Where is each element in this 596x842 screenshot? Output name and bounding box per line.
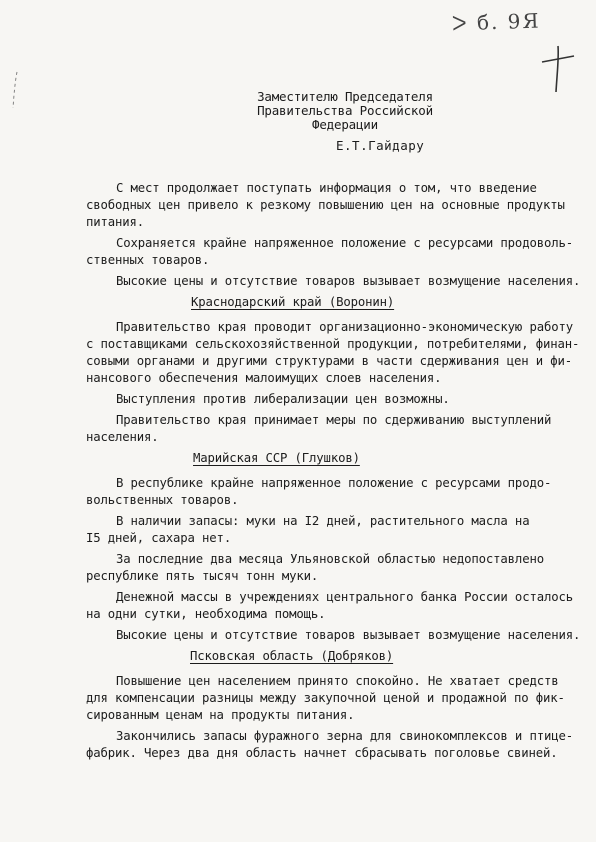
- text-line: В наличии запасы: муки на I2 дней, растительного масла на: [116, 514, 530, 528]
- text-line: С мест продолжает поступать информация о том, что введение: [116, 181, 537, 195]
- paragraph: [86, 673, 582, 724]
- paragraph: [86, 551, 582, 585]
- addressee-line: Правительства Российской: [257, 103, 433, 118]
- text-line: нансового обеспечения малоимущих слоев населения.: [86, 371, 442, 385]
- text-line: республике пять тысяч тонн муки.: [86, 569, 319, 583]
- handwritten-stamp: ᐳ б. 9Я: [451, 8, 541, 36]
- text-line: Правительство края принимает меры по сдерживанию выступлений: [116, 413, 552, 427]
- addressee-line: Заместителю Председателя: [257, 89, 433, 104]
- text-line: Повышение цен населением принято спокойно. Не хватает средств: [116, 674, 559, 688]
- letter-body: [86, 180, 582, 766]
- text-line: Правительство края проводит организационно-экономическую работу: [116, 320, 573, 334]
- text-line: Сохраняется крайне напряженное положение с ресурсами продоволь-: [116, 236, 573, 250]
- handwritten-cross-mark: [536, 44, 576, 94]
- text-line: Высокие цены и отсутствие товаров вызывает возмущение населения.: [116, 274, 581, 288]
- text-line: с поставщиками сельскохозяйственной продукции, потребителями, финан-: [86, 337, 580, 351]
- paragraph: [86, 513, 582, 547]
- paragraph: [86, 589, 582, 623]
- text-line: населения.: [86, 430, 159, 444]
- text-line: В республике крайне напряженное положение с ресурсами продо-: [116, 476, 552, 490]
- paragraph: [86, 319, 582, 387]
- text-line: вольственных товаров.: [86, 493, 239, 507]
- text-line: свободных цен привело к резкому повышению цен на основные продукты: [86, 198, 565, 212]
- text-line: Закончились запасы фуражного зерна для свинокомплексов и птице-: [116, 729, 573, 743]
- paragraph: [86, 627, 582, 644]
- margin-pencil-mark: [8, 70, 22, 110]
- text-line: ственных товаров.: [86, 253, 210, 267]
- paragraph: [86, 412, 582, 446]
- text-line: За последние два месяца Ульяновской областью недопоставлено: [116, 552, 544, 566]
- text-line: питания.: [86, 215, 145, 229]
- section-heading: Марийская ССР (Глушков): [193, 451, 360, 465]
- text-line: I5 дней, сахара нет.: [86, 531, 232, 545]
- text-line: сированным ценам на продукты питания.: [86, 708, 355, 722]
- paragraph: [86, 475, 582, 509]
- addressee-block: [230, 90, 460, 132]
- recipient-name: Е.Т.Гайдару: [336, 138, 425, 153]
- paragraph: [86, 180, 582, 231]
- text-line: фабрик. Через два дня область начнет сбрасывать поголовье свиней.: [86, 746, 558, 760]
- text-line: на одни сутки, необходима помощь.: [86, 607, 326, 621]
- text-line: совыми органами и другими структурами в части сдерживания цен и фи-: [86, 354, 572, 368]
- text-line: Денежной массы в учреждениях центрального банка России осталось: [116, 590, 573, 604]
- text-line: Высокие цены и отсутствие товаров вызывает возмущение населения.: [116, 628, 581, 642]
- paragraph: [86, 391, 582, 408]
- paragraph: [86, 273, 582, 290]
- text-line: для компенсации разницы между закупочной ценой и продажной по фик-: [86, 691, 565, 705]
- section-heading: Краснодарский край (Воронин): [191, 295, 395, 309]
- addressee-line: Федерации: [312, 117, 378, 132]
- paragraph: [86, 235, 582, 269]
- text-line: Выступления против либерализации цен возможны.: [116, 392, 450, 406]
- paragraph: [86, 728, 582, 762]
- section-heading: Псковская область (Добряков): [190, 649, 394, 663]
